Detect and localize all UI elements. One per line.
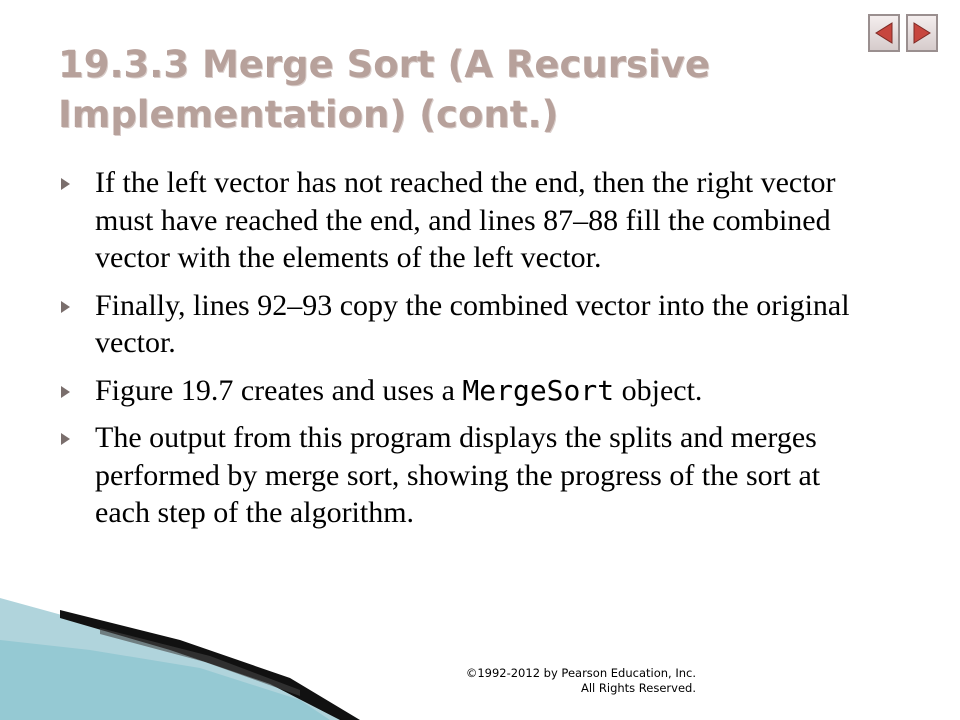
triangle-right-icon <box>912 21 932 45</box>
bullet-arrow-icon <box>61 386 70 398</box>
bullet-text: Finally, lines 92–93 copy the combined vector into the original vector. <box>95 288 850 359</box>
bullet-arrow-icon <box>61 433 70 445</box>
bullet-text-after: object. <box>614 373 703 407</box>
bullet-item <box>54 164 874 277</box>
slide-title: 19.3.3 Merge Sort (A Recursive Implementation) (cont.) <box>58 43 710 136</box>
copyright-line: ©1992-2012 by Pearson Education, Inc. <box>465 666 696 680</box>
next-slide-button[interactable] <box>906 14 938 52</box>
code-class-name: MergeSort <box>462 373 615 407</box>
bullet-list <box>54 164 874 542</box>
copyright-notice <box>420 666 696 696</box>
bullet-text: If the left vector has not reached the end, then the right vector must have reached the end, and lines 87–88 fill the combined vector with the elements of the left vector. <box>95 166 836 274</box>
bullet-item <box>54 287 874 362</box>
bullet-text: The output from this program displays the splits and merges performed by merge sort, showing the progress of the sort at each step of the algorithm. <box>95 421 821 529</box>
bullet-text-before: Figure 19.7 creates and uses a <box>95 373 463 407</box>
copyright-line: All Rights Reserved. <box>580 681 696 695</box>
bullet-item <box>54 372 874 410</box>
bullet-arrow-icon <box>61 178 70 190</box>
bullet-arrow-icon <box>61 301 70 313</box>
bullet-item <box>54 419 874 532</box>
